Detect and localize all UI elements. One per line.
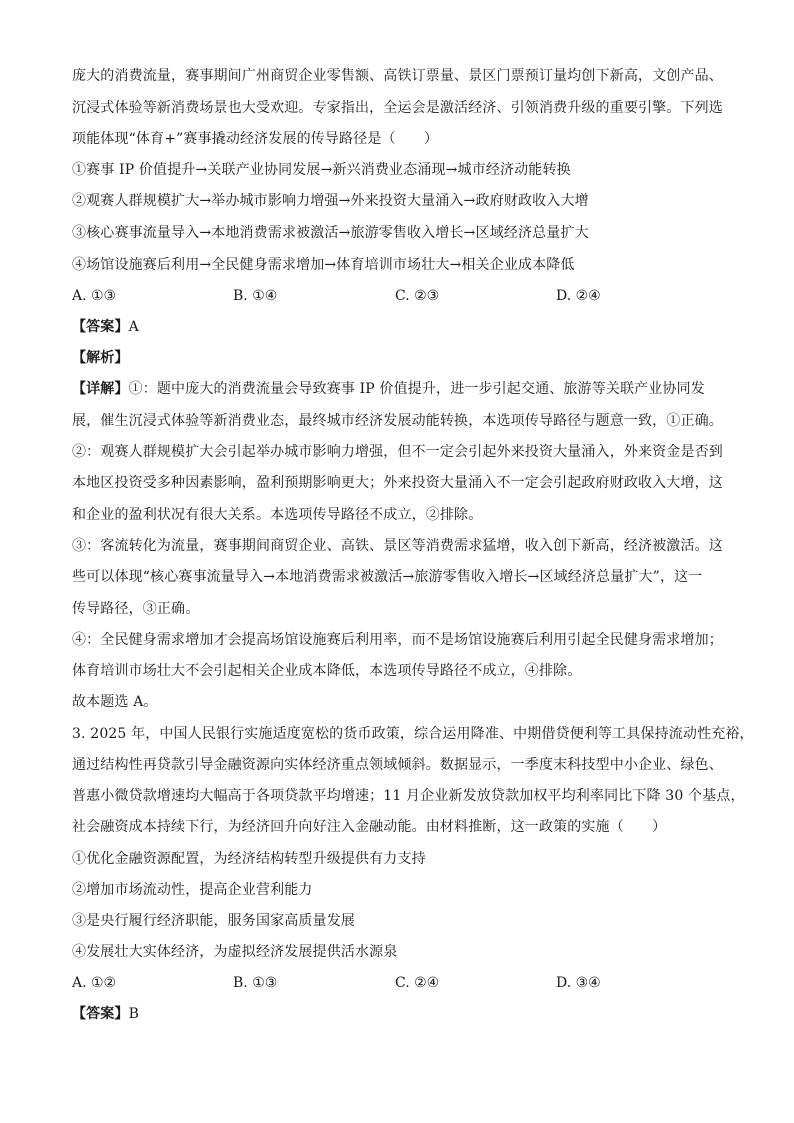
q2-stem-line: 庞大的消费流量，赛事期间广州商贸企业零售额、高铁订票量、景区门票预订量均创下新高，文创产品、 xyxy=(72,68,723,84)
q2-statement-4: ④场馆设施赛后利用→全民健身需求增加→体育培训市场壮大→相关企业成本降低 xyxy=(72,257,575,273)
answer-tag: 【答案】 xyxy=(72,1006,129,1022)
q2-detail-line: ③：客流转化为流量，赛事期间商贸企业、高铁、景区等消费需求猛增，收入创下新高，经济被激活。这 xyxy=(72,538,723,554)
q2-detail-line: 体育培训市场壮大不会引起相关企业成本降低，本选项传导路径不成立，④排除。 xyxy=(72,663,582,679)
q2-statement-3: ③核心赛事流量导入→本地消费需求被激活→旅游零售收入增长→区域经济总量扩大 xyxy=(72,225,589,241)
analysis-tag: 【解析】 xyxy=(72,350,129,366)
q3-option-b: B. ①③ xyxy=(233,975,278,991)
q3-statement-4: ④发展壮大实体经济，为虚拟经济发展提供活水源泉 xyxy=(72,944,398,960)
q3-statement-3: ③是央行履行经济职能，服务国家高质量发展 xyxy=(72,913,355,929)
q3-stem-line: 通过结构性再贷款引导金融资源向实体经济重点领域倾斜。数据显示，一季度末科技型中小企业、绿色、 xyxy=(72,757,723,773)
q3-stem-line: 普惠小微贷款增速均大幅高于各项贷款平均增速；11 月企业新发放贷款加权平均利率同比下降 30 个基点， xyxy=(72,788,745,804)
q2-stem-line: 项能体现“体育+”赛事撬动经济发展的传导路径是（ ） xyxy=(72,131,439,147)
answer-value: A xyxy=(128,319,139,335)
q2-detail-line: 传导路径，③正确。 xyxy=(72,601,200,617)
answer-value: B xyxy=(128,1006,140,1022)
q2-detail-line: 本地区投资受多种因素影响，盈利预期影响更大；外来投资大量涌入不一定会引起政府财政收入大增，这 xyxy=(72,475,723,491)
q2-answer xyxy=(72,317,139,337)
q2-statement-1: ①赛事 IP 价值提升→关联产业协同发展→新兴消费业态涌现→城市经济动能转换 xyxy=(72,162,571,178)
q2-detail-line xyxy=(72,379,705,399)
q2-detail-line: ④：全民健身需求增加才会提高场馆设施赛后利用率，而不是场馆设施赛后利用引起全民健身需求增加； xyxy=(72,632,723,648)
q2-statement-2: ②观赛人群规模扩大→举办城市影响力增强→外来投资大量涌入→政府财政收入大增 xyxy=(72,193,589,209)
q3-option-c: C. ②④ xyxy=(395,975,440,991)
answer-tag: 【答案】 xyxy=(72,319,129,335)
q2-detail-line: 些可以体现“核心赛事流量导入→本地消费需求被激活→旅游零售收入增长→区域经济总量扩大”，这一 xyxy=(72,569,703,585)
q3-statement-2: ②增加市场流动性，提高企业营利能力 xyxy=(72,882,313,898)
detail-tag: 【详解】 xyxy=(72,381,129,397)
q2-option-c: C. ②③ xyxy=(395,288,440,304)
q2-option-a: A. ①③ xyxy=(72,288,117,304)
q3-option-a: A. ①② xyxy=(72,975,117,991)
q2-stem-line: 沉浸式体验等新消费场景也大受欢迎。专家指出，全运会是激活经济、引领消费升级的重要引擎。下列选 xyxy=(72,100,723,116)
q2-detail-line: ②：观赛人群规模扩大会引起举办城市影响力增强，但不一定会引起外来投资大量涌入，外来资金是否到 xyxy=(72,444,723,460)
q3-answer xyxy=(72,1004,139,1024)
q3-stem-line: 3. 2025 年，中国人民银行实施适度宽松的货币政策，综合运用降准、中期借贷便利等工具保持流动性充裕， xyxy=(72,726,754,742)
q2-option-d: D. ②④ xyxy=(556,288,601,304)
detail-text: ①：题中庞大的消费流量会导致赛事 IP 价值提升，进一步引起交通、旅游等关联产业协同发 xyxy=(128,381,705,397)
q2-option-b: B. ①④ xyxy=(233,288,278,304)
q2-conclusion: 故本题选 A。 xyxy=(72,694,158,710)
q2-detail-line: 展，催生沉浸式体验等新消费业态，最终城市经济发展动能转换，本选项传导路径与题意一致，①正确。 xyxy=(72,413,723,429)
q3-statement-1: ①优化金融资源配置，为经济结构转型升级提供有力支持 xyxy=(72,851,426,867)
q3-stem-line: 社会融资成本持续下行，为经济回升向好注入金融动能。由材料推断，这一政策的实施（ ） xyxy=(72,819,667,835)
q2-detail-line: 和企业的盈利状况有很大关系。本选项传导路径不成立，②排除。 xyxy=(72,507,483,523)
q3-option-d: D. ③④ xyxy=(556,975,601,991)
